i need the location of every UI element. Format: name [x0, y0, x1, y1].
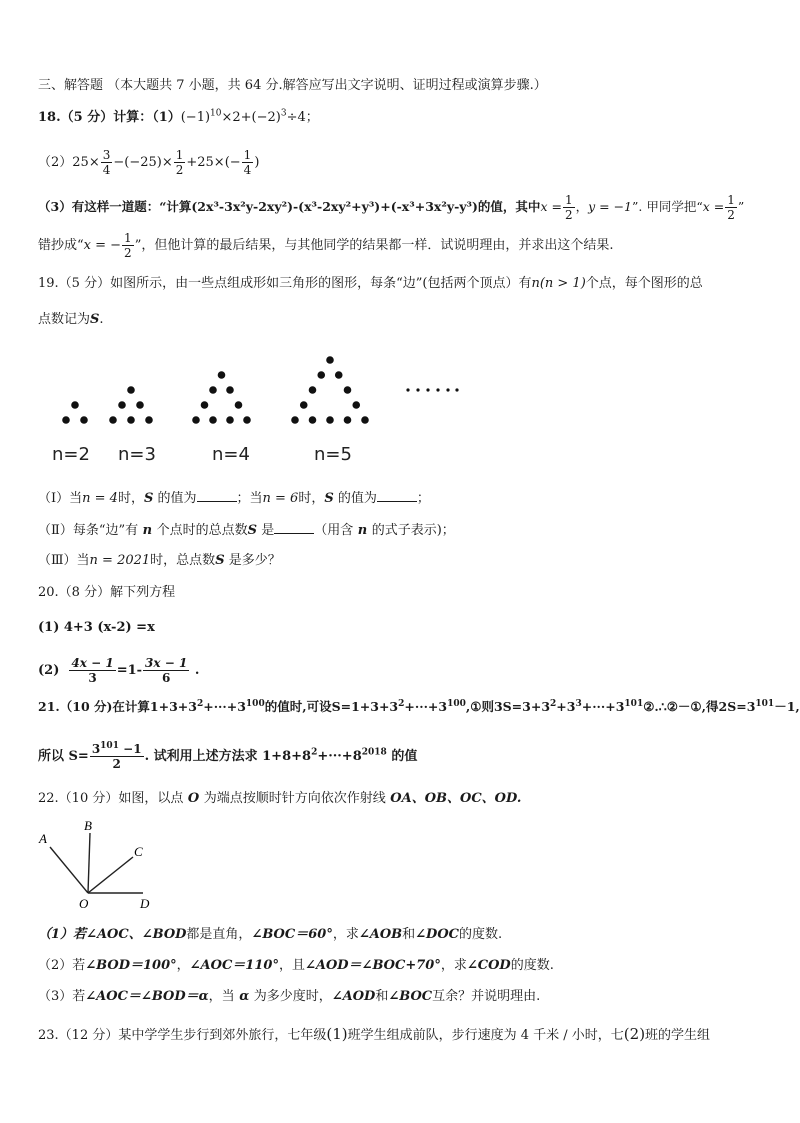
q19-sub1: （Ⅰ）当n = 4时，S 的值为 ；当n = 6时，S 的值为 ； — [38, 487, 430, 509]
triangle-dot — [344, 386, 352, 394]
triangle-dot — [145, 416, 153, 424]
triangle-dot — [218, 371, 226, 379]
triangle-dot — [226, 386, 234, 394]
point-label-d: D — [140, 896, 150, 911]
triangle-dot — [209, 416, 217, 424]
answer-blank[interactable] — [197, 487, 237, 502]
fraction: $\frac{1}{2}$ — [564, 193, 573, 222]
triangle-dot — [235, 401, 243, 409]
ellipsis-dots — [406, 388, 458, 391]
q20-part1: (1) 4+3 (x-2) =x — [38, 620, 155, 635]
fraction: $\frac{1}{4}$ — [243, 148, 252, 177]
point-label-o: O — [79, 896, 89, 911]
fraction: $\frac{3x - 1}{6}$ — [145, 656, 188, 685]
answer-blank[interactable] — [274, 519, 314, 534]
q18-part3-line1: （3）有这样一道题：“计算(2x³-3x²y-2xy²)-(x³-2xy²+y³)+(-x³+3x²y-y³)的值，其中x = $\frac{1}{2}$ ，y = −1”. 甲同学把“x = $\frac{1}{2}$ ” — [38, 193, 745, 222]
triangle-dot — [127, 416, 135, 424]
answer-blank[interactable] — [377, 487, 417, 502]
fraction: $\frac{1}{2}$ — [175, 148, 184, 177]
q21-line2: 所以 S= $\frac{3^{101} -1}{2}$ . 试利用上述方法求 $1+8+8^2+\cdot\cdot\cdot+8^{2018}$ 的值 — [38, 741, 418, 771]
triangle-dot — [192, 416, 200, 424]
point-label-c: C — [134, 844, 143, 859]
point-label-b: B — [84, 818, 92, 833]
fraction: $\frac{3^{101} -1}{2}$ — [91, 741, 142, 771]
section-header: 三、解答题 （本大题共 7 小题，共 64 分.解答应写出文字说明、证明过程或演算步骤.） — [38, 78, 547, 93]
triangle-dot — [335, 371, 343, 379]
q23-line1: 23.（12 分）某中学学生步行到郊外旅行，七年级(1)班学生组成前队，步行速度为 4 千米 / 小时，七(2)班的学生组 — [38, 1025, 711, 1043]
triangle-dot — [326, 356, 334, 364]
q20-head: 20.（8 分）解下列方程 — [38, 585, 176, 600]
triangle-dots-figure — [0, 340, 794, 430]
fraction: $\frac{4x - 1}{3}$ — [71, 656, 114, 685]
dots-group — [62, 356, 369, 424]
label-n3: n=3 — [118, 444, 156, 465]
triangle-dot — [309, 386, 317, 394]
fraction: $\frac{3}{4}$ — [102, 148, 111, 177]
triangle-dot — [243, 416, 251, 424]
triangle-dot — [317, 371, 325, 379]
q19-intro-line2: 点数记为S. — [38, 312, 104, 327]
q18-part2: （2）25× $\frac{3}{4}$ −(−25)× $\frac{1}{2}$ +25×(− $\frac{1}{4}$ ) — [38, 148, 260, 177]
q22-sub2: （2）若∠BOD＝100°，∠AOC＝110°，且∠AOD＝∠BOC+70°，求∠COD的度数. — [38, 958, 554, 973]
label-n4: n=4 — [212, 444, 250, 465]
q19-intro-line1: 19.（5 分）如图所示，由一些点组成形如三角形的图形，每条“边”(包括两个顶点）有n(n > 1)个点，每个图形的总 — [38, 276, 703, 291]
fraction: $\frac{1}{2}$ — [124, 231, 132, 260]
triangle-dot — [62, 416, 70, 424]
angle-diagram — [30, 815, 160, 915]
q22-sub1: （1）若∠AOC、∠BOD都是直角，∠BOC＝60°，求∠AOB和∠DOC的度数. — [38, 927, 503, 942]
q21-line1: 21.（10 分)在计算$1+3+3^2+\cdot\cdot\cdot+3^{100}$的值时,可设$S=1+3+3^2+\cdot\cdot\cdot+3^{100},①$则$3S=3+3^2+3^3+\cdot\cdot\cdot+3^{101}②.\therefore ②-①$,得$2S=3^{101}-1$, — [38, 698, 800, 714]
q22-sub3: （3）若∠AOC＝∠BOD＝α，当 α 为多少度时，∠AOD和∠BOC互余？并说明理由. — [38, 989, 541, 1004]
fraction: $\frac{1}{2}$ — [727, 193, 735, 222]
q18-part1: 18.（5 分）计算：$(1)(-1)^{10}\times 2+(-2)^3\div 4$； — [38, 108, 319, 125]
triangle-dot — [352, 401, 360, 409]
q19-sub3: （Ⅲ）当n = 2021时，总点数S 是多少？ — [38, 553, 281, 568]
triangle-dot — [226, 416, 234, 424]
point-label-a: A — [39, 831, 47, 846]
triangle-dot — [361, 416, 369, 424]
triangle-dot — [136, 401, 144, 409]
triangle-dot — [344, 416, 352, 424]
triangle-dot — [309, 416, 317, 424]
q19-sub2: （Ⅱ）每条“边”有 n 个点时的总点数S 是 （用含 n 的式子表示)； — [38, 519, 455, 541]
triangle-dot — [109, 416, 117, 424]
triangle-dot — [71, 401, 79, 409]
triangle-dot — [326, 416, 334, 424]
q20-part2: (2) $\frac{4x - 1}{3}$ =1- $\frac{3x - 1}{6}$ . — [38, 656, 200, 685]
triangle-dot — [80, 416, 88, 424]
label-n5: n=5 — [314, 444, 352, 465]
triangle-dot — [201, 401, 209, 409]
q22-head: 22.（10 分）如图，以点 O 为端点按顺时针方向依次作射线 OA、OB、OC、OD. — [38, 791, 522, 806]
triangle-dot — [291, 416, 299, 424]
label-n2: n=2 — [52, 444, 90, 465]
triangle-dot — [118, 401, 126, 409]
q18-part3-line2: 错抄成“x = − $\frac{1}{2}$ ”，但他计算的最后结果，与其他同学的结果都一样．试说明理由，并求出这个结果. — [38, 231, 614, 260]
triangle-dot — [127, 386, 135, 394]
triangle-dot — [300, 401, 308, 409]
triangle-dot — [209, 386, 217, 394]
